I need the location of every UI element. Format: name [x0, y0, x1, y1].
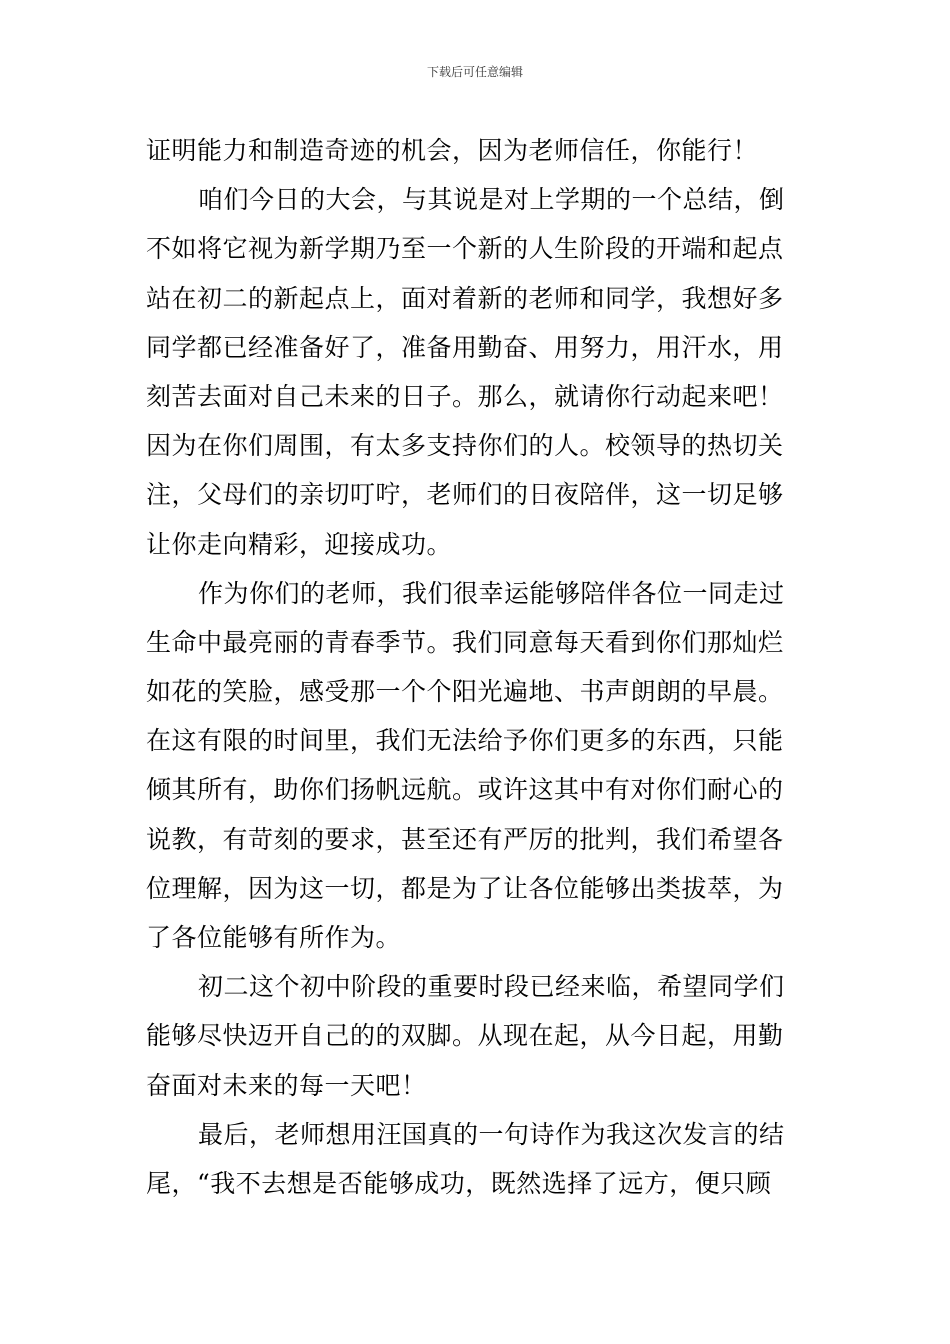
- text-line: 最后，老师想用汪国真的一句诗作为我这次发言的结: [198, 1119, 785, 1149]
- text-line: 咱们今日的大会，与其说是对上学期的一个总结，倒: [198, 185, 785, 215]
- text-line: 位理解，因为这一切，都是为了让各位能够出类拔萃，为: [146, 873, 784, 903]
- text-line: 刻苦去面对自己未来的日子。那么，就请你行动起来吧！: [146, 381, 784, 411]
- text-line: 生命中最亮丽的青春季节。我们同意每天看到你们那灿烂: [146, 627, 784, 657]
- text-line: 了各位能够有所作为。: [146, 923, 402, 952]
- text-line: 奋面对未来的每一天吧！: [146, 1070, 427, 1100]
- text-line: 注，父母们的亲切叮咛，老师们的日夜陪伴，这一切足够: [146, 480, 784, 510]
- text-line: 如花的笑脸，感受那一个个阳光遍地、书声朗朗的早晨。: [146, 677, 784, 707]
- text-line: 让你走向精彩，迎接成功。: [146, 529, 453, 559]
- text-line: 作为你们的老师，我们很幸运能够陪伴各位一同走过: [198, 578, 785, 608]
- text-line: 因为在你们周围，有太多支持你们的人。校领导的热切关: [146, 431, 784, 461]
- text-line: 倾其所有，助你们扬帆远航。或许这其中有对你们耐心的: [146, 775, 784, 805]
- page-header-note: 下载后可任意编辑: [426, 65, 523, 79]
- text-line: 能够尽快迈开自己的的双脚。从现在起，从今日起，用勤: [146, 1021, 784, 1051]
- text-line: 证明能力和制造奇迹的机会，因为老师信任，你能行！: [146, 136, 759, 165]
- text-line: 在这有限的时间里，我们无法给予你们更多的东西，只能: [146, 726, 784, 756]
- document-body: [146, 126, 810, 1208]
- text-line: 站在初二的新起点上，面对着新的老师和同学，我想好多: [146, 283, 784, 313]
- text-line: 尾，“我不去想是否能够成功，既然选择了远方，便只顾: [146, 1168, 772, 1198]
- text-line: 初二这个初中阶段的重要时段已经来临，希望同学们: [198, 972, 785, 1002]
- text-line: 说教，有苛刻的要求，甚至还有严厉的批判，我们希望各: [146, 824, 784, 854]
- text-line: 不如将它视为新学期乃至一个新的人生阶段的开端和起点: [146, 234, 784, 264]
- text-line: 同学都已经准备好了，准备用勤奋、用努力，用汗水，用: [146, 332, 784, 362]
